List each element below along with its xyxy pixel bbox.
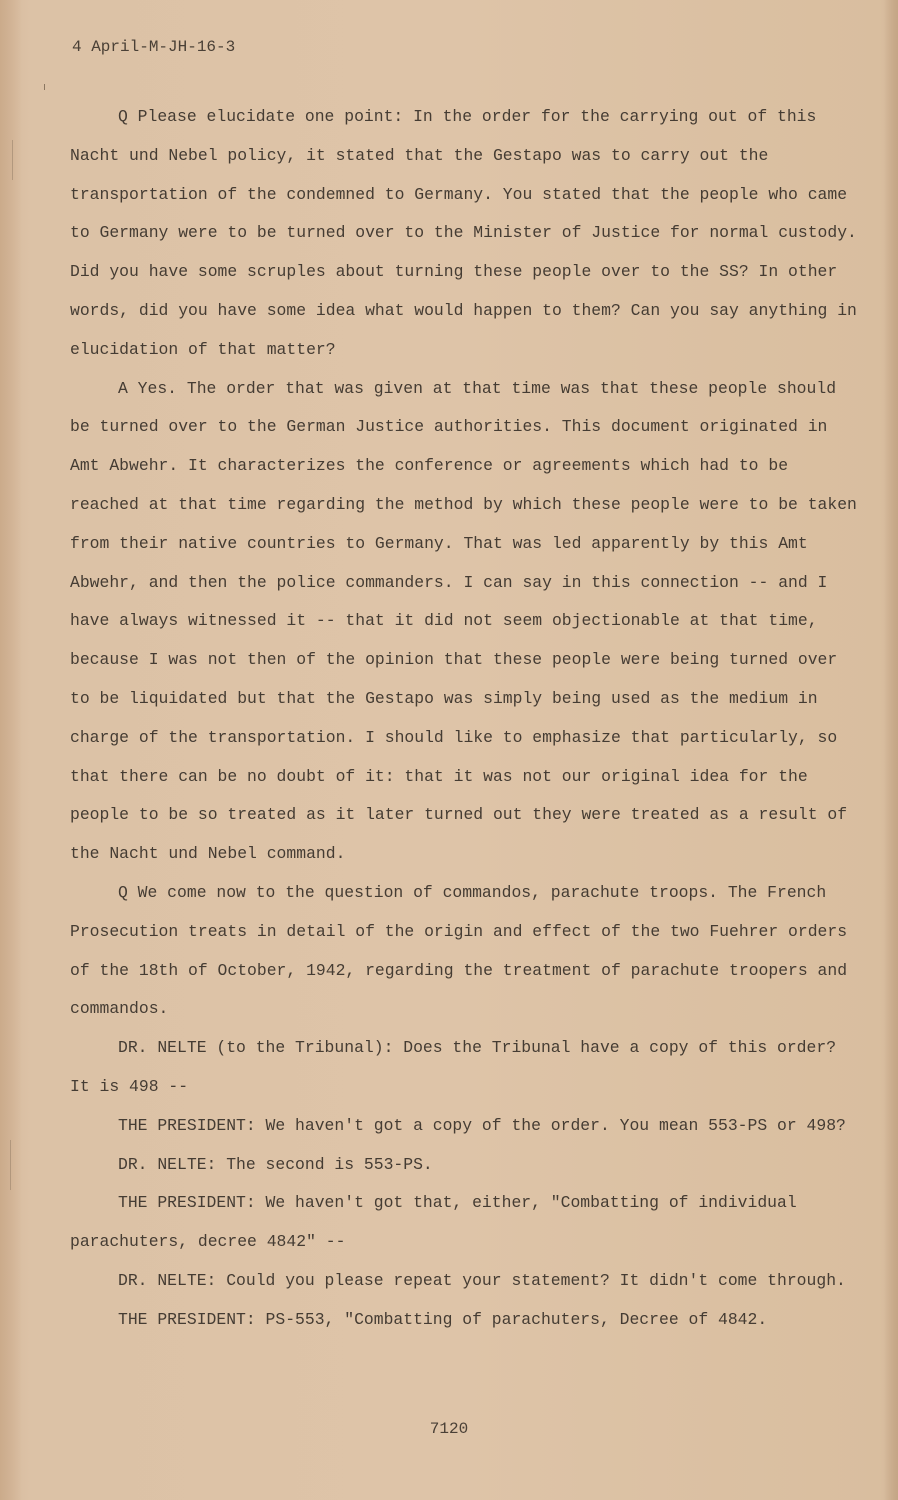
page-right-edge-shadow	[884, 0, 898, 1500]
page-left-edge-shadow	[0, 0, 22, 1500]
margin-mark	[12, 140, 13, 180]
paragraph: Q Please elucidate one point: In the order for the carrying out of this Nacht und Nebel policy, it stated that the Gestapo was to carry out the transportation of the condemned to Germany. You stated that the people who came to Germany were to be turned over to the Minister of Justice for normal custody. Did you have some scruples about turning these people over to the SS? In other words, did you have some idea what would happen to them? Can you say anything in elucidation of that matter?	[70, 107, 857, 359]
paragraph: THE PRESIDENT: PS-553, "Combatting of parachuters, Decree of 4842.	[118, 1309, 768, 1329]
paragraph: THE PRESIDENT: We haven't got a copy of the order. You mean 553-PS or 498?	[118, 1115, 846, 1135]
paragraph: DR. NELTE: Could you please repeat your statement? It didn't come through.	[118, 1270, 846, 1290]
paragraph: DR. NELTE (to the Tribunal): Does the Tribunal have a copy of this order? It is 498 --	[70, 1038, 837, 1096]
paragraph: A Yes. The order that was given at that time was that these people should be turned over to the German Justice authorities. This document originated in Amt Abwehr. It characterizes the conference or agreements which had to be reached at that time regarding the method by which these people were to be taken from their native countries to Germany. That was led apparently by this Amt Abwehr, and then the police commanders. I can say in this connection -- and I have always witnessed it -- that it did not seem objectionable at that time, because I was not then of the opinion that these people were being turned over to be liquidated but that the Gestapo was simply being used as the medium in charge of the transportation. I should like to emphasize that particularly, so that there can be no doubt of it: that it was not our original idea for the people to be so treated as it later turned out they were treated as a result of the Nacht und Nebel command.	[70, 378, 857, 864]
transcript-body	[70, 98, 860, 1340]
paragraph: DR. NELTE: The second is 553-PS.	[118, 1154, 433, 1174]
paragraph: Q We come now to the question of commandos, parachute troops. The French Prosecution treats in detail of the origin and effect of the two Fuehrer orders of the 18th of October, 1942, regarding the treatment of parachute troopers and commandos.	[70, 882, 848, 1019]
paragraph: THE PRESIDENT: We haven't got that, either, "Combatting of individual parachuters, decree 4842" --	[70, 1193, 797, 1252]
document-header: 4 April-M-JH-16-3	[72, 38, 236, 56]
page-number: 7120	[429, 1420, 469, 1438]
margin-mark	[10, 1140, 11, 1190]
margin-mark	[44, 84, 45, 90]
